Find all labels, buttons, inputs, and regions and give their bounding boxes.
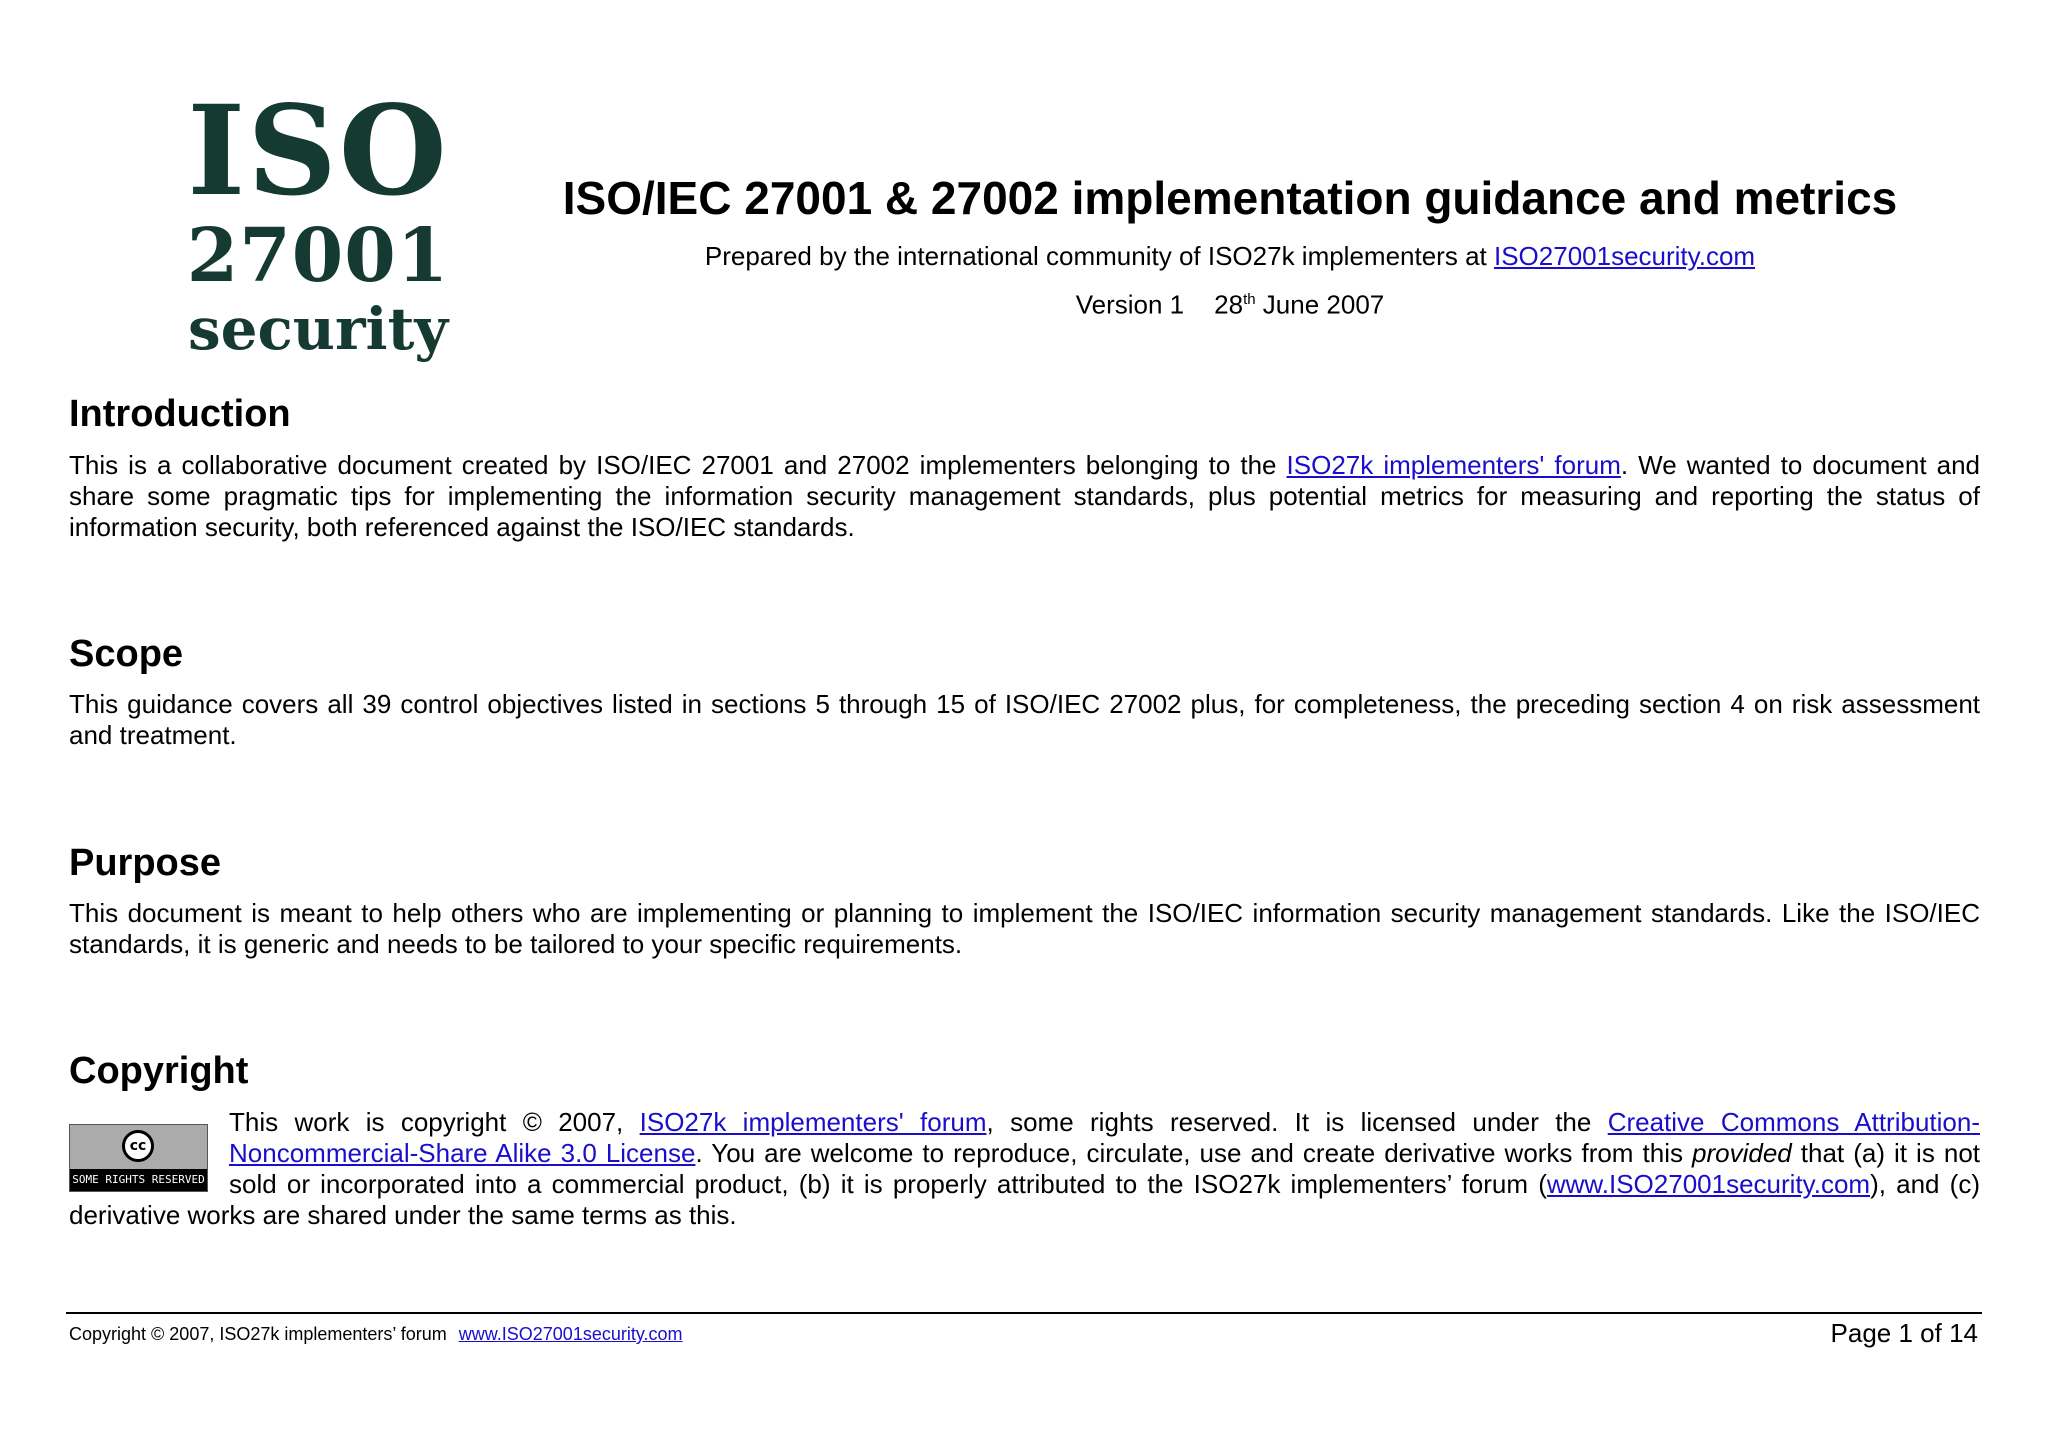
introduction-text-2: . We wanted to document and share some pragmatic tips for implementing the information security management standards, plus potential metrics for measuring and reporting the status of information security, both referenced against the ISO/IEC standards. (69, 450, 1980, 542)
purpose-paragraph: This document is meant to help others who are implementing or planning to implement the ISO/IEC information security management standards. Like the ISO/IEC standards, it is generic and needs to be tailored to your specific requirements. (69, 898, 1980, 959)
logo-line-27001: 27001 (186, 213, 450, 299)
cc-badge-text: SOME RIGHTS RESERVED (70, 1169, 207, 1191)
copyright-text-provided: provided (1692, 1138, 1792, 1168)
copyright-text-3: . You are welcome to reproduce, circulate, use and create derivative works from this (695, 1138, 1693, 1168)
implementers-forum-link[interactable]: ISO27k implementers' forum (1286, 450, 1621, 480)
scope-heading: Scope (69, 633, 184, 675)
creative-commons-license-link[interactable]: Creative Commons Attribution-Noncommercial-Share Alike 3.0 License (229, 1107, 1980, 1168)
copyright-text-4: that (a) it is not sold or incorporated into a commercial product, (b) it is properly attributed to the ISO27k implementers’ forum ( (229, 1138, 1981, 1199)
copyright-paragraph (69, 1107, 1980, 1231)
copyright-heading: Copyright (69, 1050, 249, 1092)
introduction-paragraph (69, 450, 1980, 543)
cc-icon: cc (122, 1130, 154, 1162)
copyright-website-link[interactable]: www.ISO27001security.com (1546, 1169, 1871, 1199)
logo-line-iso: ISO (187, 79, 449, 224)
scope-paragraph: This guidance covers all 39 control objectives listed in sections 5 through 15 of ISO/IEC 27002 plus, for completeness, the preceding section 4 on risk assessment and treatment. (69, 689, 1980, 750)
iso27001security-link[interactable]: ISO27001security.com (1493, 241, 1756, 271)
creative-commons-badge[interactable] (69, 1124, 208, 1192)
introduction-heading: Introduction (69, 393, 291, 435)
copyright-text-2: , some rights reserved. It is licensed under the (986, 1107, 1608, 1137)
footer-website-link[interactable]: www.ISO27001security.com (458, 1324, 683, 1344)
introduction-text-1: This is a collaborative document created by ISO/IEC 27001 and 27002 implementers belonging to the (69, 450, 1287, 480)
purpose-heading: Purpose (69, 842, 222, 884)
version-line (540, 284, 1920, 321)
logo-line-security: security (187, 295, 449, 363)
date-rest: June 2007 (1255, 289, 1385, 320)
date-suffix: th (1243, 291, 1256, 308)
document-title: ISO/IEC 27001 & 27002 implementation guidance and metrics (562, 172, 1898, 224)
iso27001-security-logo (168, 79, 468, 363)
page-number: Page 1 of 14 (1830, 1318, 1978, 1348)
copyright-text-5: ), and (c) derivative works are shared under the same terms as this. (69, 1169, 1980, 1230)
copyright-forum-link[interactable]: ISO27k implementers' forum (639, 1107, 987, 1137)
footer-divider (66, 1312, 1982, 1314)
version-label: Version 1 (1075, 289, 1185, 320)
copyright-text-1: This work is copyright © 2007, (229, 1107, 640, 1137)
document-subtitle (540, 240, 1920, 272)
footer-copyright (69, 1322, 683, 1346)
subtitle-text: Prepared by the international community of ISO27k implementers at (704, 241, 1494, 271)
footer-copyright-text: Copyright © 2007, ISO27k implementers’ forum (69, 1324, 447, 1344)
date-day: 28 (1214, 289, 1244, 320)
